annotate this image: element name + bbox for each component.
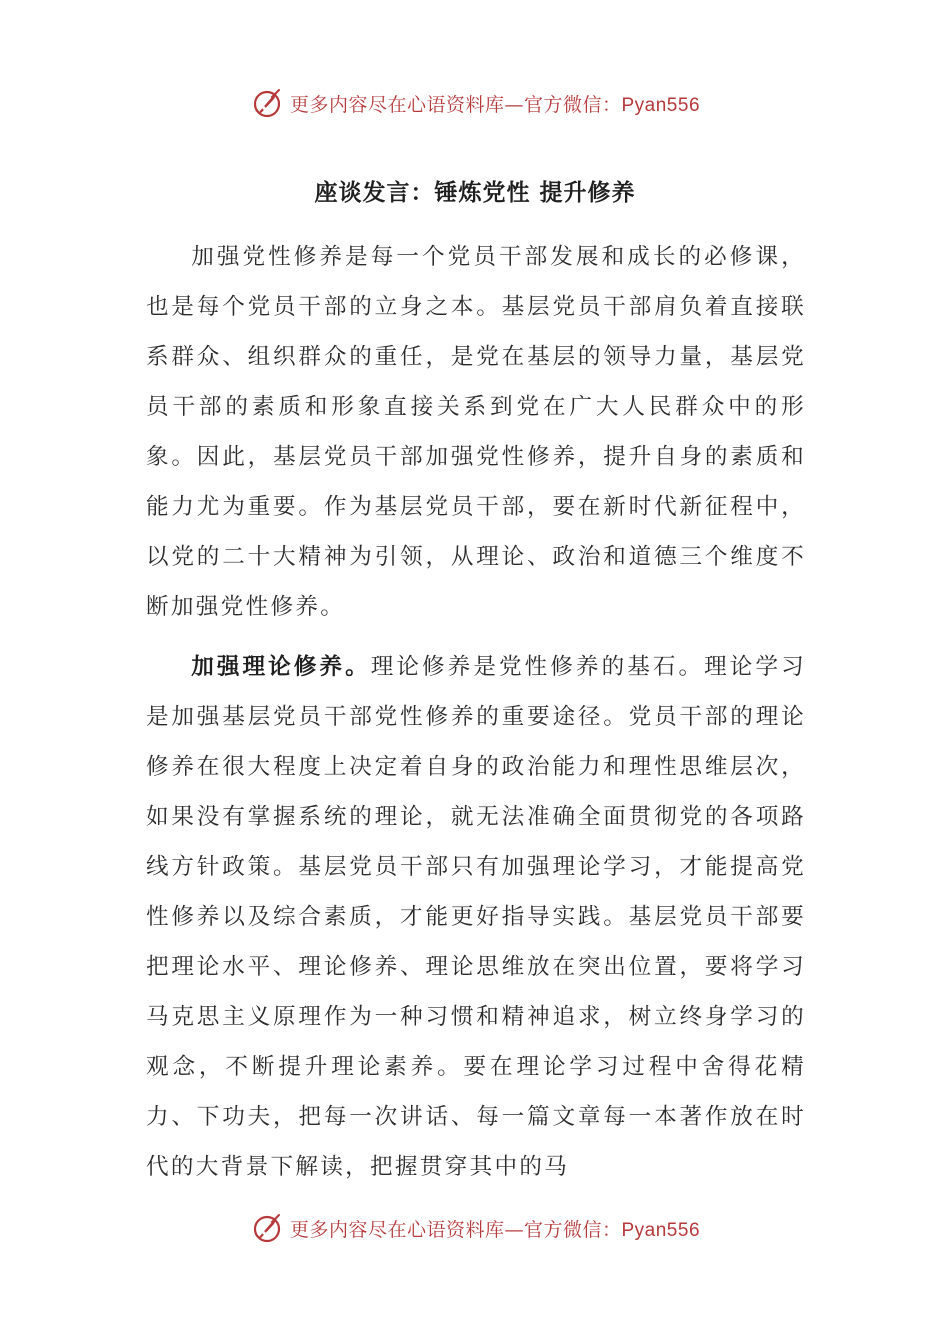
watermark-dash: — xyxy=(504,1218,524,1241)
paragraph-theory xyxy=(146,642,806,1192)
paragraph-intro xyxy=(146,232,806,632)
watermark-dash: — xyxy=(504,93,524,116)
paragraph-intro-text: 加强党性修养是每一个党员干部发展和成长的必修课，也是每个党员干部的立身之本。基层党员干部肩负着直接联系群众、组织群众的重任，是党在基层的领导力量，基层党员干部的素质和形象直接关系到党在广大人民群众中的形象。因此，基层党员干部加强党性修养，提升自身的素质和能力尤为重要。作为基层党员干部，要在新时代新征程中，以党的二十大精神为引领，从理论、政治和道德三个维度不断加强党性修养。 xyxy=(146,244,806,620)
watermark-text xyxy=(290,90,700,117)
pen-nib-logo-icon xyxy=(250,1210,286,1246)
document-title: 座谈发言：锤炼党性 提升修养 xyxy=(314,180,636,206)
paragraph-theory-text: 理论修养是党性修养的基石。理论学习是加强基层党员干部党性修养的重要途径。党员干部的理论修养在很大程度上决定着自身的政治能力和理性思维层次，如果没有掌握系统的理论，就无法准确全面贯彻党的各项路线方针政策。基层党员干部只有加强理论学习，才能提高党性修养以及综合素质，才能更好指导实践。基层党员干部要把理论水平、理论修养、理论思维放在突出位置，要将学习马克思主义原理作为一种习惯和精神追求，树立终身学习的观念，不断提升理论素养。要在理论学习过程中舍得花精力、下功夫，把每一次讲话、每一篇文章每一本著作放在时代的大背景下解读，把握贯穿其中的马 xyxy=(146,654,806,1180)
wechat-label: 官方微信： xyxy=(523,93,622,116)
header-watermark xyxy=(0,83,950,123)
wechat-id: Pyan556 xyxy=(621,94,701,116)
watermark-main: 更多内容尽在心语资料库 xyxy=(289,93,505,116)
document-body xyxy=(146,232,806,1192)
pen-nib-logo-icon xyxy=(250,85,286,121)
wechat-id: Pyan556 xyxy=(621,1219,701,1241)
footer-watermark xyxy=(0,1208,950,1248)
wechat-label: 官方微信： xyxy=(523,1218,622,1241)
paragraph-theory-heading: 加强理论修养。 xyxy=(191,654,371,680)
watermark-text xyxy=(290,1215,700,1242)
watermark-main: 更多内容尽在心语资料库 xyxy=(289,1218,505,1241)
